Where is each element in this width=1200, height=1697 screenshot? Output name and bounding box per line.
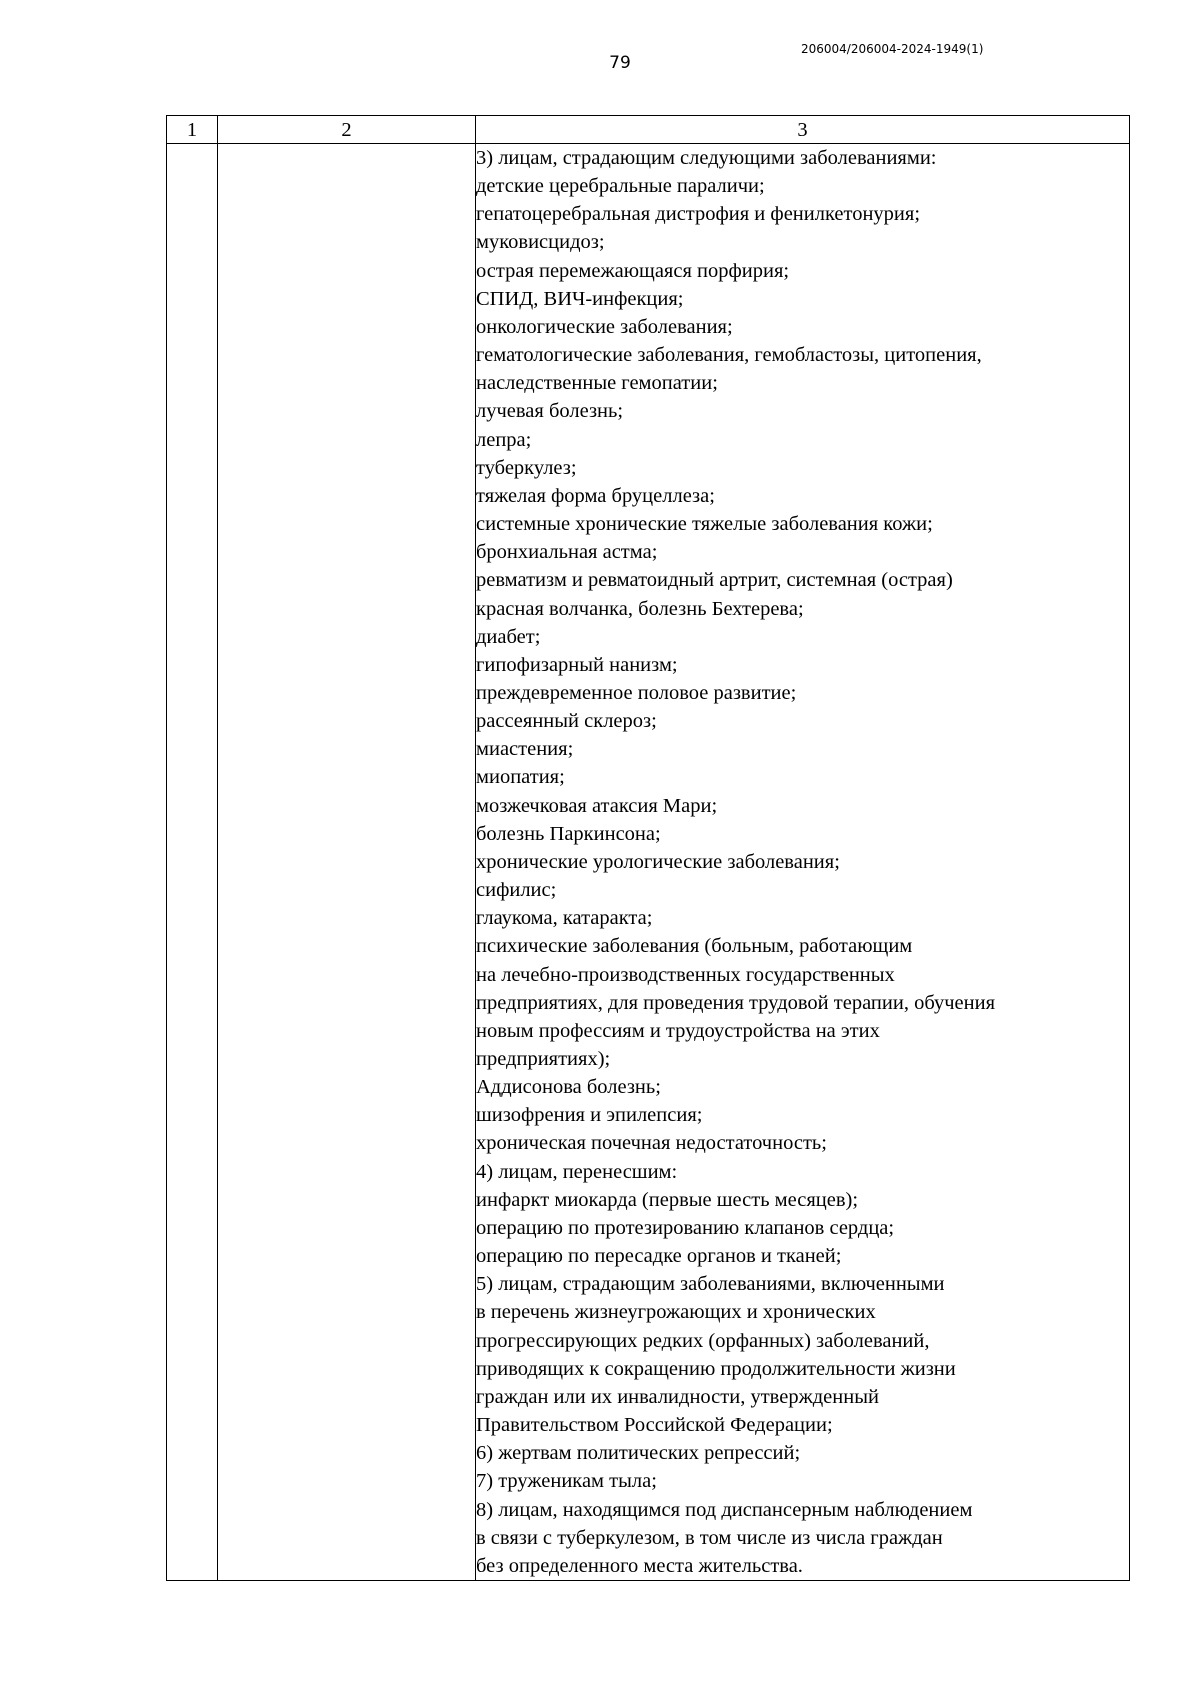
table-row [167,144,1130,1581]
list-item: 5) лицам, страдающим заболеваниями, включенными [476,1273,945,1296]
list-item: системные хронические тяжелые заболевания кожи; [476,513,933,536]
list-item: в связи с туберкулезом, в том числе из числа граждан [476,1526,943,1549]
list-item: лепра; [476,428,532,451]
list-item: мозжечковая атаксия Мари; [476,794,718,817]
list-item: миопатия; [476,766,565,789]
list-item: острая перемежающаяся порфирия; [476,259,790,282]
document-table [166,115,1130,1581]
list-item: предприятиях, для проведения трудовой терапии, обучения [476,991,995,1014]
list-item: лучевая болезнь; [476,400,624,423]
list-item: красная волчанка, болезнь Бехтерева; [476,597,804,620]
list-item: психические заболевания (больным, работающим [476,935,913,958]
list-item: рассеянный склероз; [476,710,657,733]
list-item: онкологические заболевания; [476,315,733,338]
list-item: гепатоцеребральная дистрофия и фенилкетонурия; [476,203,921,226]
list-item: бронхиальная астма; [476,541,658,564]
list-item: 7) труженикам тыла; [476,1470,657,1493]
list-item: муковисцидоз; [476,231,605,254]
list-item: граждан или их инвалидности, утвержденный [476,1385,879,1408]
list-item: гематологические заболевания, гемобластозы, цитопения, [476,344,982,367]
page-number: 79 [609,53,631,73]
list-item: на лечебно-производственных государственных [476,963,895,986]
list-item: 8) лицам, находящимся под диспансерным наблюдением [476,1498,973,1521]
list-item: 6) жертвам политических репрессий; [476,1442,801,1465]
table-cell-col1 [167,144,218,1581]
list-item: операцию по пересадке органов и тканей; [476,1245,842,1268]
list-item: ревматизм и ревматоидный артрит, системная (острая) [476,569,953,592]
list-item: приводящих к сокращению продолжительности жизни [476,1357,956,1380]
list-item: в перечень жизнеугрожающих и хронических [476,1301,876,1324]
table-cell-col3 [476,144,1130,1581]
list-item: шизофрения и эпилепсия; [476,1104,703,1127]
list-item: хроническая почечная недостаточность; [476,1132,827,1155]
list-item: инфаркт миокарда (первые шесть месяцев); [476,1188,859,1211]
list-item: детские церебральные параличи; [476,175,765,198]
list-item: гипофизарный нанизм; [476,653,678,676]
list-item: болезнь Паркинсона; [476,822,661,845]
document-id: 206004/206004-2024-1949(1) [801,42,984,56]
list-item: наследственные гемопатии; [476,372,718,395]
list-item: 4) лицам, перенесшим: [476,1160,678,1183]
list-item: Правительством Российской Федерации; [476,1414,833,1437]
list-item: 3) лицам, страдающим следующими заболеваниями: [476,147,937,169]
table-cell-col2 [218,144,476,1581]
list-item: без определенного места жительства. [476,1554,803,1577]
list-item: туберкулез; [476,456,577,479]
column-header-1: 1 [167,116,218,144]
list-item: прогрессирующих редких (орфанных) заболеваний, [476,1329,930,1352]
list-item: тяжелая форма бруцеллеза; [476,484,715,507]
list-item: СПИД, ВИЧ-инфекция; [476,287,684,310]
list-item: Аддисонова болезнь; [476,1076,661,1099]
list-item: глаукома, катаракта; [476,907,653,930]
list-item: хронические урологические заболевания; [476,850,840,873]
list-item: диабет; [476,625,541,648]
list-item: сифилис; [476,879,557,902]
list-item: преждевременное половое развитие; [476,681,797,704]
column-header-3: 3 [476,116,1130,144]
column-header-2: 2 [218,116,476,144]
list-item: операцию по протезированию клапанов сердца; [476,1216,895,1239]
list-item: новым профессиям и трудоустройства на этих [476,1019,880,1042]
table-header-row [167,116,1130,144]
list-item: предприятиях); [476,1048,611,1070]
list-item: миастения; [476,738,574,761]
